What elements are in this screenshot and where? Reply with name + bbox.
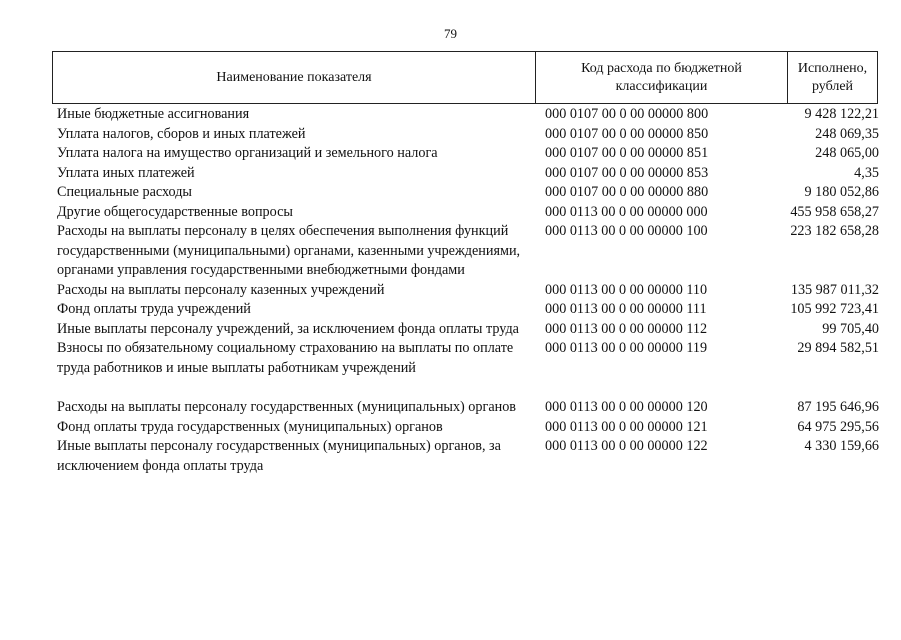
row-name: Расходы на выплаты персоналу в целях обеспечения выполнения функций государственными (муниципальными) органами, казенными учреждениями, органами управления государственными внебюджетными фондами — [57, 223, 521, 278]
row-amount: 9 428 122,21 — [804, 106, 879, 122]
row-amount: 64 975 295,56 — [797, 418, 879, 435]
row-name: Расходы на выплаты персоналу государственных (муниципальных) органов — [57, 399, 516, 415]
row-code: 000 0107 00 0 00 00000 800 — [545, 106, 709, 122]
row-amount: 223 182 658,28 — [790, 223, 879, 239]
row-name: Иные бюджетные ассигнования — [57, 106, 250, 122]
row-code: 000 0113 00 0 00 00000 120 — [545, 399, 708, 415]
row-code: 000 0113 00 0 00 00000 110 — [545, 281, 708, 298]
row-code: 000 0113 00 0 00 00000 119 — [545, 340, 708, 356]
table-row — [57, 437, 879, 476]
table-row — [57, 183, 879, 203]
row-amount: 248 065,00 — [815, 145, 879, 161]
row-amount: 29 894 582,51 — [797, 340, 879, 356]
row-amount: 455 958 658,27 — [790, 203, 879, 220]
row-amount: 87 195 646,96 — [797, 399, 879, 415]
page-number: 79 — [444, 26, 457, 41]
row-code: 000 0113 00 0 00 00000 121 — [545, 418, 708, 435]
row-code: 000 0107 00 0 00 00000 850 — [545, 125, 709, 142]
row-code: 000 0113 00 0 00 00000 000 — [545, 203, 708, 220]
row-amount: 105 992 723,41 — [790, 301, 879, 317]
table-row — [57, 281, 879, 301]
row-code: 000 0107 00 0 00 00000 853 — [545, 164, 709, 181]
row-code: 000 0113 00 0 00 00000 122 — [545, 438, 708, 454]
row-spacer — [57, 378, 879, 398]
row-name: Иные выплаты персоналу государственных (муниципальных) органов, за исключением фонда оплаты труда — [57, 438, 501, 474]
table-row — [57, 300, 879, 320]
row-code: 000 0113 00 0 00 00000 112 — [545, 320, 708, 337]
table-header — [52, 51, 878, 104]
table-row — [57, 105, 879, 125]
row-amount: 4,35 — [854, 164, 879, 181]
row-name: Уплата налога на имущество организаций и земельного налога — [57, 145, 438, 161]
table-row — [57, 203, 879, 223]
row-amount: 4 330 159,66 — [804, 438, 879, 454]
table-row — [57, 144, 879, 164]
table-body — [57, 105, 879, 476]
table-row — [57, 320, 879, 340]
row-name: Иные выплаты персоналу учреждений, за исключением фонда оплаты труда — [57, 320, 519, 337]
row-name: Специальные расходы — [57, 184, 192, 200]
header-code: Код расхода по бюджетной классификации — [536, 52, 788, 103]
row-code: 000 0107 00 0 00 00000 851 — [545, 145, 709, 161]
row-amount: 9 180 052,86 — [804, 184, 879, 200]
table-row — [57, 418, 879, 438]
header-amount: Исполнено, рублей — [797, 60, 868, 94]
row-amount: 135 987 011,32 — [790, 281, 879, 298]
header-name: Наименование показателя — [53, 52, 536, 103]
table-row — [57, 398, 879, 418]
table-row — [57, 222, 879, 281]
row-name: Другие общегосударственные вопросы — [57, 203, 293, 220]
row-code: 000 0113 00 0 00 00000 100 — [545, 223, 708, 239]
table-row — [57, 164, 879, 184]
row-code: 000 0113 00 0 00 00000 111 — [545, 301, 707, 317]
table-row — [57, 125, 879, 145]
row-name: Расходы на выплаты персоналу казенных учреждений — [57, 281, 385, 298]
table-row — [57, 339, 879, 378]
row-amount: 248 069,35 — [815, 125, 879, 142]
row-name: Уплата иных платежей — [57, 164, 195, 181]
row-name: Фонд оплаты труда государственных (муниципальных) органов — [57, 418, 443, 435]
row-name: Взносы по обязательному социальному страхованию на выплаты по оплате труда работников и иные выплаты работникам учреждений — [57, 340, 514, 376]
row-code: 000 0107 00 0 00 00000 880 — [545, 184, 709, 200]
row-name: Уплата налогов, сборов и иных платежей — [57, 125, 306, 142]
row-name: Фонд оплаты труда учреждений — [57, 301, 251, 317]
row-amount: 99 705,40 — [822, 320, 879, 337]
